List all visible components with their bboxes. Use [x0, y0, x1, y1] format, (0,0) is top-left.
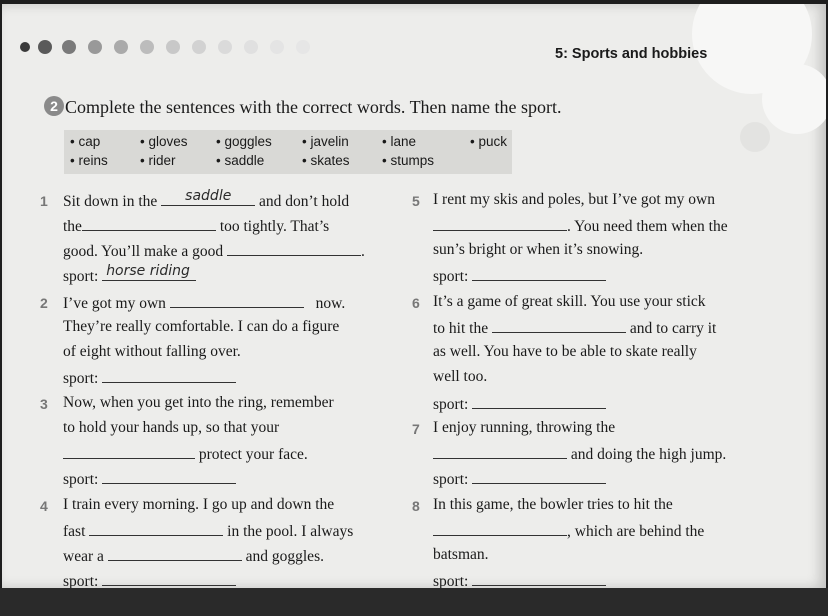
- item-5-line-2: . You need them when the: [433, 216, 728, 236]
- answer-blank[interactable]: [433, 444, 567, 459]
- word-stumps: • stumps: [382, 153, 435, 168]
- item-4-line-2: fast in the pool. I always: [63, 523, 354, 540]
- dot: [38, 40, 52, 54]
- dot: [88, 40, 102, 54]
- item-8-line-3: batsman.: [433, 546, 489, 563]
- item-5-line-1: I rent my skis and poles, but I’ve got my own: [433, 191, 715, 208]
- word-lane: • lane: [382, 134, 417, 149]
- item-2-sport: sport:: [63, 368, 236, 388]
- item-number: 8: [412, 498, 420, 514]
- decorative-circle: [762, 64, 826, 134]
- word-cap: • cap: [70, 134, 101, 149]
- item-6-line-3: as well. You have to be able to skate really: [433, 343, 697, 360]
- item-1-line-2: the too tightly. That’s: [63, 218, 330, 235]
- item-3-line-3: protect your face.: [63, 444, 308, 464]
- item-number: 3: [40, 396, 48, 412]
- item-2-line-3: of eight without falling over.: [63, 343, 241, 360]
- answer-blank[interactable]: [227, 241, 361, 256]
- word-goggles: • goggles: [216, 134, 272, 149]
- answer-blank[interactable]: [108, 546, 242, 561]
- item-number: 4: [40, 498, 48, 514]
- answer-blank[interactable]: [63, 444, 195, 459]
- item-8-line-1: In this game, the bowler tries to hit the: [433, 496, 673, 513]
- word-gloves: • gloves: [140, 134, 188, 149]
- item-2-line-1: I’ve got my own now.: [63, 295, 346, 312]
- answer-blank[interactable]: [492, 318, 626, 333]
- word-reins: • reins: [70, 153, 108, 168]
- item-4-line-1: I train every morning. I go up and down the: [63, 496, 335, 513]
- item-8-line-2: , which are behind the: [433, 521, 704, 541]
- sport-answer-blank[interactable]: [102, 368, 236, 383]
- item-5-line-3: sun’s bright or when it’s snowing.: [433, 241, 644, 258]
- answer-blank[interactable]: [89, 521, 223, 536]
- item-7-line-2: and doing the high jump.: [433, 444, 726, 464]
- item-number: 2: [40, 295, 48, 311]
- word-saddle: • saddle: [216, 153, 265, 168]
- sport-answer-blank[interactable]: [102, 571, 236, 586]
- exercise-number: 2: [44, 96, 64, 116]
- item-6-line-1: It’s a game of great skill. You use your stick: [433, 293, 706, 310]
- answer-blank[interactable]: [170, 293, 304, 308]
- item-2-line-2: They’re really comfortable. I can do a figure: [63, 318, 340, 335]
- sport-answer-blank[interactable]: [472, 266, 606, 281]
- sport-answer-blank[interactable]: [102, 469, 236, 484]
- word-box: [64, 130, 512, 174]
- dot: [296, 40, 310, 54]
- textbook-page: [2, 4, 826, 588]
- sport-answer-blank[interactable]: [472, 571, 606, 586]
- answer-blank[interactable]: [433, 521, 567, 536]
- answer-blank[interactable]: [161, 188, 255, 206]
- item-1-sport: sport: horse riding: [63, 266, 196, 286]
- item-7-line-1: I enjoy running, throwing the: [433, 419, 616, 436]
- decorative-circle: [740, 122, 770, 152]
- dot: [218, 40, 232, 54]
- item-number: 1: [40, 193, 48, 209]
- item-3-sport: sport:: [63, 469, 236, 489]
- item-6-line-4: well too.: [433, 368, 488, 385]
- item-5-sport: sport:: [433, 266, 606, 286]
- word-javelin: • javelin: [302, 134, 349, 149]
- dot: [192, 40, 206, 54]
- answer-blank[interactable]: [433, 216, 567, 231]
- handwritten-answer: horse riding: [106, 263, 190, 279]
- item-number: 5: [412, 193, 420, 209]
- dot: [62, 40, 76, 54]
- item-8-sport: sport:: [433, 571, 606, 588]
- dot: [166, 40, 180, 54]
- word-puck: • puck: [470, 134, 508, 149]
- item-4-line-3: wear a and goggles.: [63, 548, 324, 565]
- item-number: 7: [412, 421, 420, 437]
- item-3-line-1: Now, when you get into the ring, remember: [63, 394, 334, 411]
- item-1-line-3: good. You’ll make a good .: [63, 243, 365, 260]
- exercise-instruction: Complete the sentences with the correct words. Then name the sport.: [65, 97, 562, 117]
- section-header: 5: Sports and hobbies: [555, 46, 708, 62]
- dot: [270, 40, 284, 54]
- scan-border: [0, 588, 828, 616]
- handwritten-answer: saddle: [185, 188, 232, 204]
- answer-blank[interactable]: [82, 216, 216, 231]
- dot: [140, 40, 154, 54]
- word-rider: • rider: [140, 153, 176, 168]
- word-skates: • skates: [302, 153, 350, 168]
- item-6-sport: sport:: [433, 394, 606, 414]
- item-7-sport: sport:: [433, 469, 606, 489]
- item-3-line-2: to hold your hands up, so that your: [63, 419, 280, 436]
- item-1-line-1: Sit down in the saddle and don’t hold: [63, 188, 350, 210]
- dot: [20, 42, 30, 52]
- item-4-sport: sport:: [63, 571, 236, 588]
- dot: [244, 40, 258, 54]
- item-number: 6: [412, 295, 420, 311]
- sport-answer-blank[interactable]: [472, 394, 606, 409]
- sport-answer-blank[interactable]: [472, 469, 606, 484]
- item-6-line-2: to hit the and to carry it: [433, 320, 717, 337]
- dot: [114, 40, 128, 54]
